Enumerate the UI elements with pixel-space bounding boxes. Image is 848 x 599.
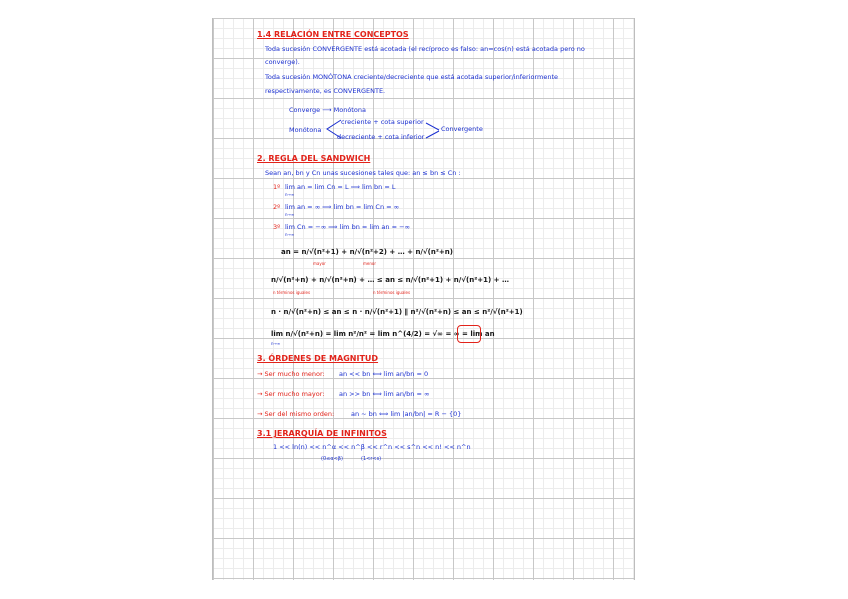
highlight-box [457, 325, 481, 343]
branch-upper: creciente + cota superior [341, 118, 424, 126]
example-line-2: n/√(n²+n) + n/√(n²+n) + … ≤ an ≤ n/√(n²+1) + n/√(n²+1) + … [271, 276, 509, 284]
rule-3: lim Cn = −∞ ⟹ lim bn = lim an = −∞ [285, 223, 410, 231]
notebook-page [212, 18, 635, 580]
text-line: Toda sucesión CONVERGENTE está acotada (el recíproco es falso: an=cos(n) está acotada pero no [265, 45, 585, 53]
monotona-label: Monótona [289, 126, 322, 134]
rule-number: 1º [273, 183, 281, 191]
section-heading-jerarquia: 3.1 JERARQUÍA DE INFINITOS [257, 429, 387, 438]
sandwich-intro: Sean an, bn y Cn unas sucesiones tales que: an ≤ bn ≤ Cn : [265, 169, 461, 177]
implication-text: Converge ⟶ Monótona [289, 106, 366, 114]
lim-subscript: n→∞ [285, 212, 295, 217]
rule-2: lim an = ∞ ⟹ lim bn = lim Cn = ∞ [285, 203, 400, 211]
section-heading-sandwich: 2. REGLA DEL SANDWICH [257, 154, 371, 163]
rule-1: lim an = lim Cn = L ⟹ lim bn = L [285, 183, 396, 191]
condition-r-s: (1<r<s) [361, 456, 382, 462]
order-label: → Ser mucho menor: [257, 370, 325, 378]
text-line: Toda sucesión MONÓTONA creciente/decreciente que está acotada superior/inferiormente [265, 73, 559, 81]
example-line-4: lim n/√(n²+n) = lim n²/n² = lim n^(4/2) = √∞ = ∞ = lim an [271, 330, 495, 338]
section-heading-relacion: 1.4 RELACIÓN ENTRE CONCEPTOS [257, 30, 409, 39]
annotation-mayor: mayor [313, 261, 326, 266]
order-3: an ~ bn ⟺ lim |an/bn| = R − {0} [351, 410, 462, 418]
annotation-iguales: n términos iguales [373, 290, 411, 295]
rule-number: 3º [273, 223, 281, 231]
order-label: → Ser del mismo orden: [257, 410, 335, 418]
condition-alpha-beta: (0≤α<β) [321, 456, 343, 462]
text-line: respectivamente, es CONVERGENTE. [265, 87, 386, 95]
example-line-3: n · n/√(n²+n) ≤ an ≤ n · n/√(n²+1) ∥ n²/√(n²+n) ≤ an ≤ n²/√(n²+1) [271, 308, 523, 316]
lim-subscript: n→∞ [271, 341, 281, 346]
section-heading-ordenes: 3. ÓRDENES DE MAGNITUD [257, 354, 379, 363]
annotation-iguales: n términos iguales [273, 290, 311, 295]
text-line: converge). [265, 58, 300, 66]
order-2: an >> bn ⟺ lim an/bn = ∞ [339, 390, 430, 398]
arrow-diagram [425, 121, 441, 141]
order-1: an << bn ⟺ lim an/bn = 0 [339, 370, 429, 378]
lim-subscript: n→∞ [285, 232, 295, 237]
order-label: → Ser mucho mayor: [257, 390, 325, 398]
example-line-1: an = n/√(n²+1) + n/√(n²+2) + … + n/√(n²+n) [281, 248, 453, 256]
branch-lower: decreciente + cota inferior [337, 133, 425, 141]
rule-number: 2º [273, 203, 281, 211]
hierarchy-line: 1 << ln(n) << n^α << n^β << r^n << s^n << n! << n^n [273, 443, 471, 451]
lim-subscript: n→∞ [285, 192, 295, 197]
annotation-menor: menor [363, 261, 376, 266]
convergente-label: Convergente [441, 125, 483, 133]
